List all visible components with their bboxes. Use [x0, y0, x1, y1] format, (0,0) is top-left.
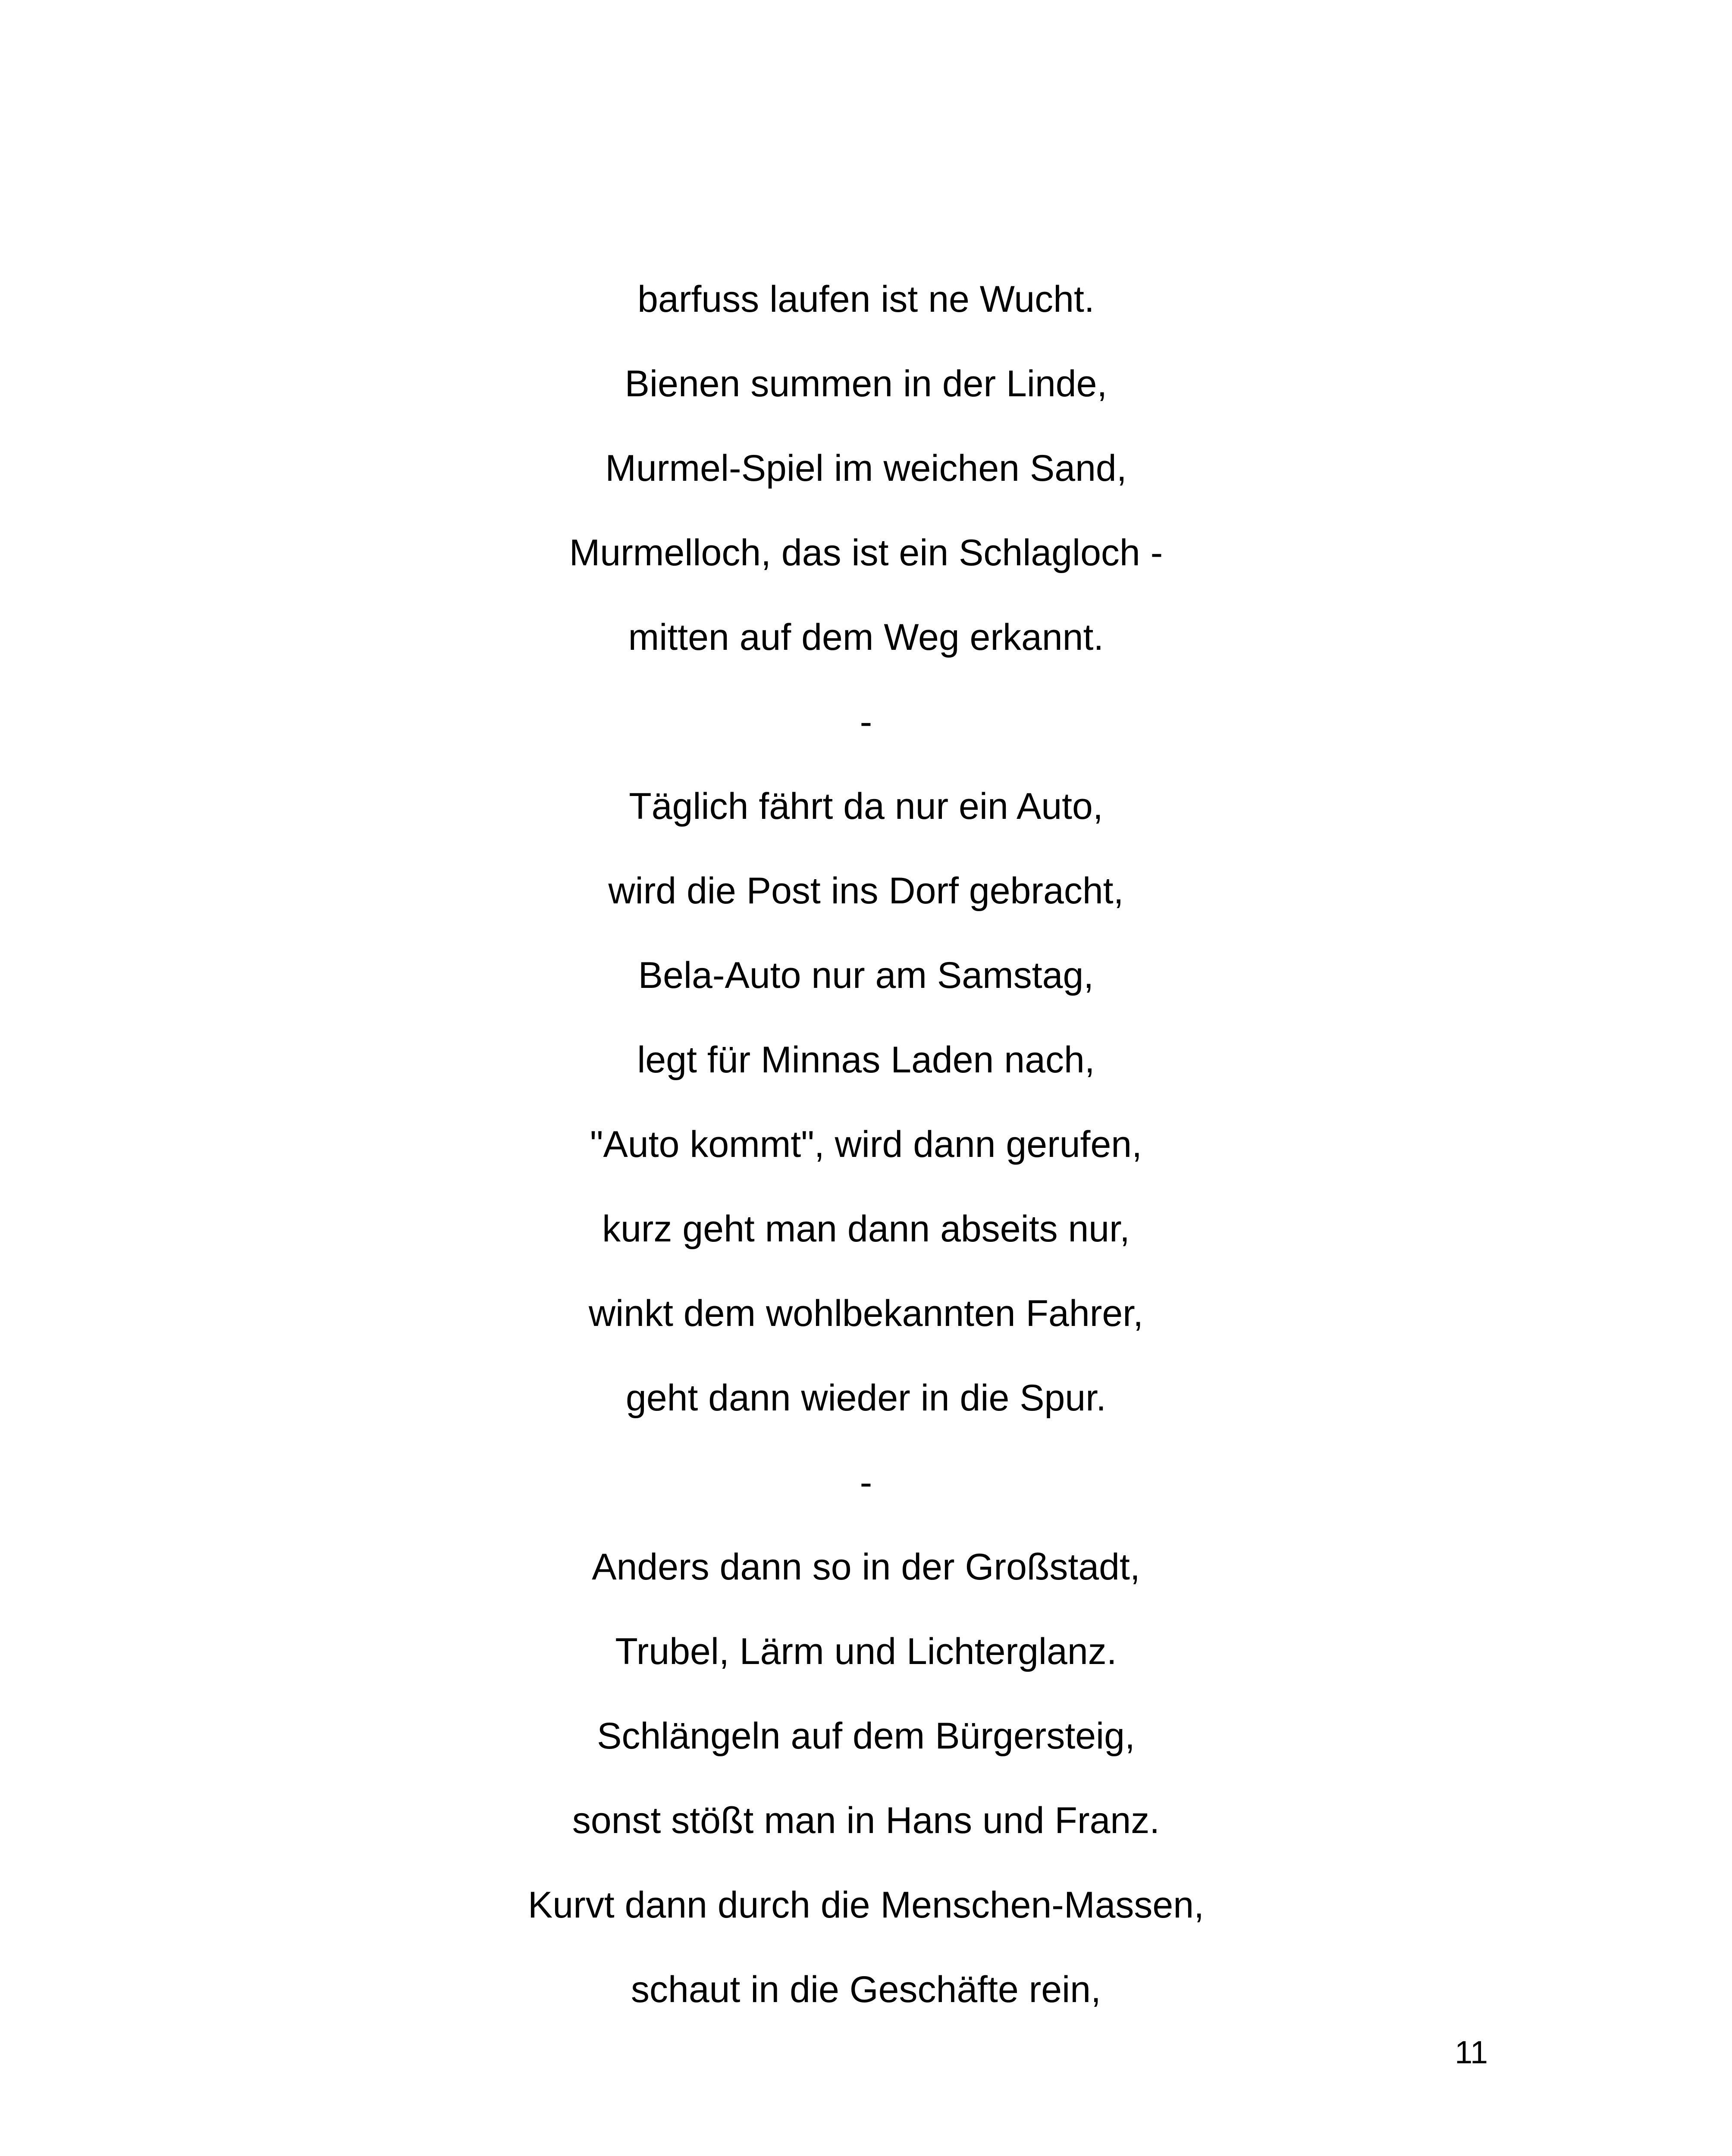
- poem-line: schaut in die Geschäfte rein,: [631, 1969, 1101, 2010]
- poem-line: Bienen summen in der Linde,: [624, 363, 1108, 404]
- poem-line: Murmel-Spiel im weichen Sand,: [605, 448, 1127, 489]
- poem-line: barfuss laufen ist ne Wucht.: [637, 279, 1095, 320]
- poem-line: winkt dem wohlbekannten Fahrer,: [589, 1293, 1143, 1334]
- poem-line: Bela-Auto nur am Samstag,: [638, 955, 1094, 996]
- stanza-separator: -: [860, 701, 872, 743]
- poem-line: kurz geht man dann abseits nur,: [602, 1208, 1130, 1250]
- poem-line: Schlängeln auf dem Bürgersteig,: [597, 1715, 1135, 1757]
- poem-line: sonst stößt man in Hans und Franz.: [572, 1800, 1160, 1841]
- page-number: 11: [1455, 2034, 1488, 2070]
- poem-line: mitten auf dem Weg erkannt.: [628, 617, 1104, 658]
- poem-line: geht dann wieder in die Spur.: [625, 1377, 1106, 1419]
- poem-line: Kurvt dann durch die Menschen-Massen,: [528, 1884, 1204, 1926]
- poem-text: [0, 257, 1732, 2032]
- stanza-separator: -: [860, 1462, 872, 1503]
- poem-line: "Auto kommt", wird dann gerufen,: [590, 1124, 1142, 1165]
- poem-line: Murmelloch, das ist ein Schlagloch -: [569, 532, 1163, 573]
- poem-line: Täglich fährt da nur ein Auto,: [629, 786, 1103, 827]
- poem-line: Anders dann so in der Großstadt,: [592, 1546, 1140, 1588]
- poem-line: wird die Post ins Dorf gebracht,: [608, 870, 1124, 912]
- poem-line: Trubel, Lärm und Lichterglanz.: [615, 1631, 1117, 1672]
- poem-line: legt für Minnas Laden nach,: [637, 1039, 1095, 1081]
